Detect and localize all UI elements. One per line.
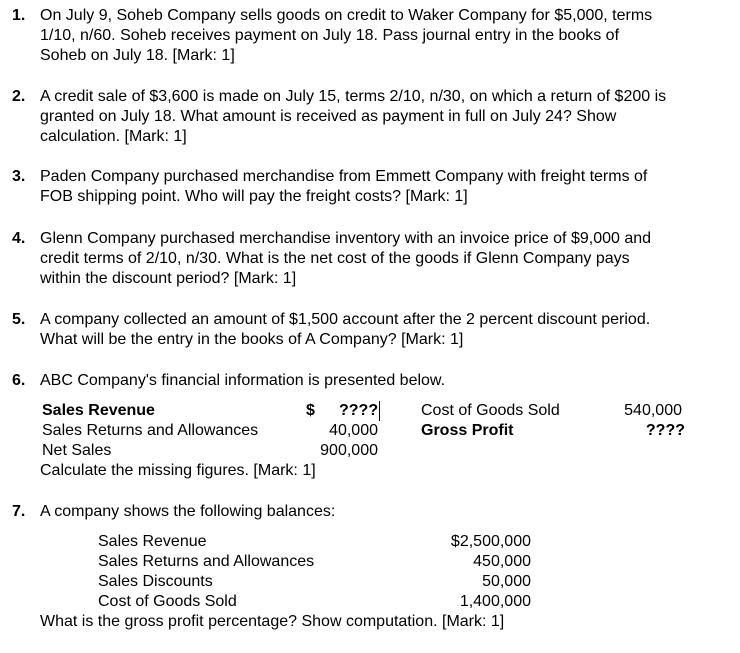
question-text (40, 229, 734, 289)
question-line: On July 9, Soheb Company sells goods on credit to Waker Company for $5,000, terms (40, 7, 653, 24)
question-number: 2. (12, 88, 26, 105)
dollar-sign: $ (306, 402, 315, 419)
gross-profit-label: Gross Profit (421, 422, 514, 439)
balance-value: 450,000 (473, 553, 531, 570)
net-sales-value: 900,000 (320, 442, 378, 459)
sales-revenue-value: ???? (339, 402, 379, 419)
question-line: ABC Company's financial information is presented below. (40, 372, 446, 389)
question-number: 5. (12, 311, 26, 328)
question-number: 4. (12, 230, 26, 247)
question-text (40, 371, 734, 391)
question-line: granted on July 18. What amount is received as payment in full on July 24? Show (40, 108, 617, 125)
question-text (40, 167, 734, 207)
cogs-label: Cost of Goods Sold (421, 402, 560, 419)
question-number: 7. (12, 503, 26, 520)
question-text (40, 6, 734, 66)
question-text (40, 87, 734, 147)
returns-value: 40,000 (329, 422, 378, 439)
question-line: 1/10, n/60. Soheb receives payment on July 18. Pass journal entry in the books of (40, 27, 620, 44)
question-line: within the discount period? [Mark: 1] (40, 270, 297, 287)
question-line: FOB shipping point. Who will pay the freight costs? [Mark: 1] (40, 188, 468, 205)
question-number: 6. (12, 372, 26, 389)
q7-footer: What is the gross profit percentage? Show computation. [Mark: 1] (40, 613, 505, 630)
balance-value: 1,400,000 (459, 593, 531, 610)
question-line: calculation. [Mark: 1] (40, 128, 187, 145)
question-line: Paden Company purchased merchandise from Emmett Company with freight terms of (40, 168, 648, 185)
question-line: credit terms of 2/10, n/30. What is the net cost of the goods if Glenn Company pays (40, 250, 630, 267)
net-sales-label: Net Sales (42, 442, 112, 459)
question-number: 1. (12, 7, 26, 24)
balance-label: Sales Revenue (98, 533, 207, 550)
question-text (40, 502, 734, 522)
balance-value: $2,500,000 (450, 533, 531, 550)
returns-label: Sales Returns and Allowances (42, 422, 259, 439)
q6-footer: Calculate the missing figures. [Mark: 1] (40, 462, 316, 479)
gross-profit-value: ???? (645, 422, 685, 439)
balance-value: 50,000 (482, 573, 531, 590)
question-line: Glenn Company purchased merchandise inventory with an invoice price of $9,000 and (40, 230, 652, 247)
cogs-value: 540,000 (624, 402, 682, 419)
question-line: What will be the entry in the books of A Company? [Mark: 1] (40, 331, 464, 348)
balance-label: Sales Discounts (98, 573, 213, 590)
question-text (40, 310, 734, 350)
question-line: Soheb on July 18. [Mark: 1] (40, 47, 235, 64)
question-line: A credit sale of $3,600 is made on July 15, terms 2/10, n/30, on which a return of $200 is (40, 88, 667, 105)
balance-label: Sales Returns and Allowances (98, 553, 315, 570)
question-line: A company collected an amount of $1,500 account after the 2 percent discount period. (40, 311, 651, 328)
sales-revenue-label: Sales Revenue (42, 402, 155, 419)
question-number: 3. (12, 168, 26, 185)
question-line: A company shows the following balances: (40, 503, 336, 520)
balance-label: Cost of Goods Sold (98, 593, 237, 610)
